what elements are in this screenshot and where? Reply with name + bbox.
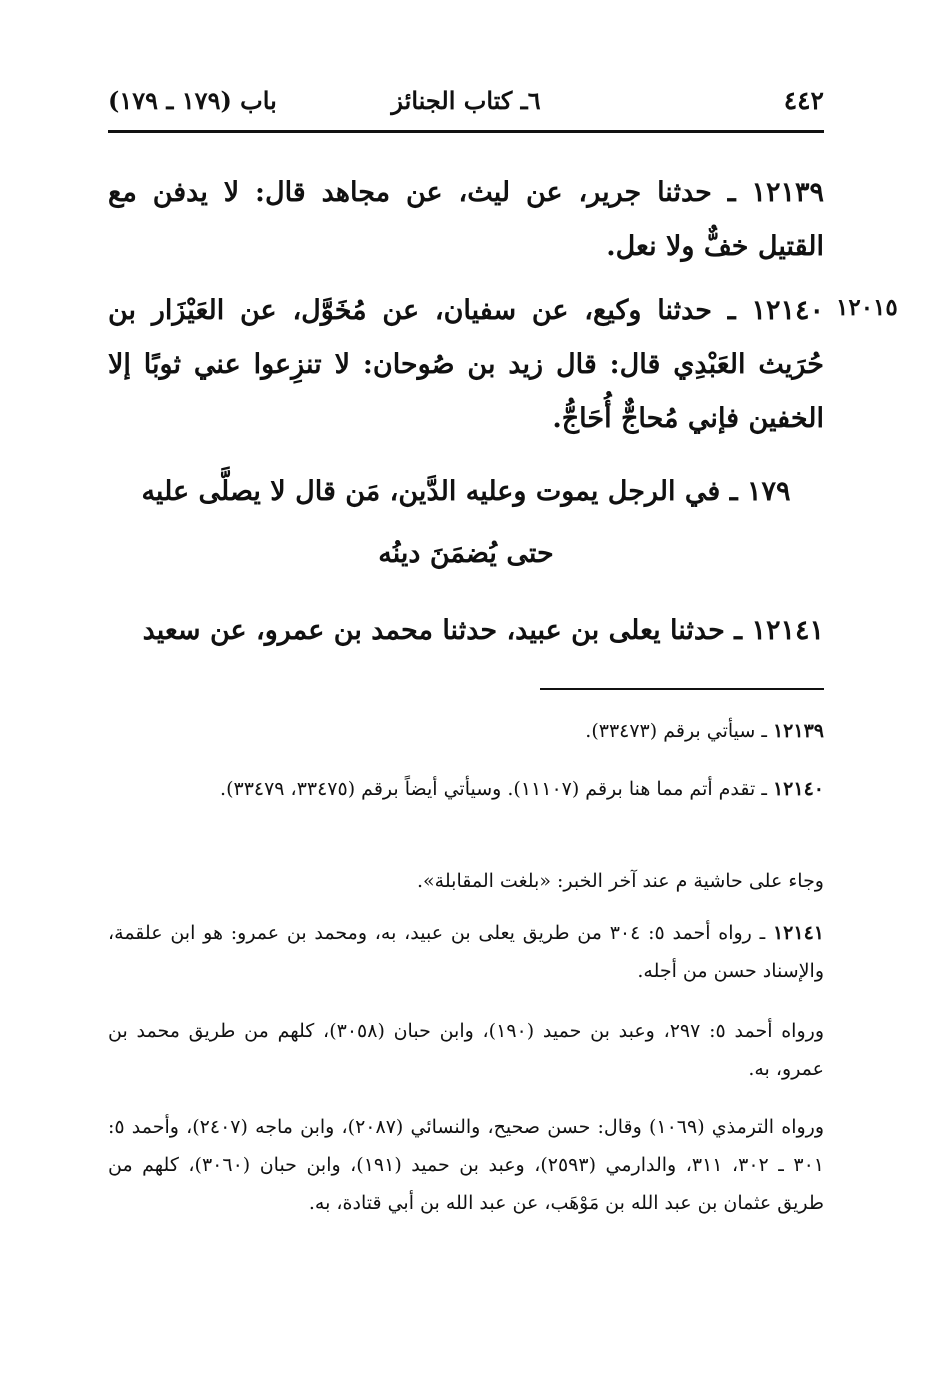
footnote-separator: [540, 688, 824, 690]
footnote: [108, 770, 824, 808]
hadith-text: ـ حدثنا وكيع، عن سفيان، عن مُخَوَّل، عن العَيْزَار بن حُرَيث العَبْدِي قال: قال زيد بن صُوحان: لا تنزِعوا عني ثوبًا إلا الخفين فإني مُحاجٌّ أُحَاجُّ.: [108, 295, 824, 434]
hadith-12140: [108, 284, 824, 446]
chapter-heading-line1: ١٧٩ ـ في الرجل يموت وعليه الدَّين، مَن قال لا يصلَّى عليه: [141, 476, 791, 507]
hadith-number: ١٢١٣٩: [751, 177, 824, 208]
footnote-number: ١٢١٤٠: [772, 778, 824, 800]
hadith-text: ـ حدثنا يعلى بن عبيد، حدثنا محمد بن عمرو، عن سعيد: [142, 615, 752, 646]
footnote-text: وجاء على حاشية م عند آخر الخبر: «بلغت المقابلة».: [417, 870, 824, 892]
page-number: ٤٤٢: [783, 86, 824, 115]
footnote-text: ـ تقدم أتم مما هنا برقم (١١١٠٧). وسيأتي أيضاً برقم (٣٣٤٧٥، ٣٣٤٧٩).: [220, 778, 773, 800]
hadith-text: ـ حدثنا جرير، عن ليث، عن مجاهد قال: لا يدفن مع القتيل خفٌّ ولا نعل.: [108, 177, 824, 262]
footnote-continuation: [108, 1108, 824, 1222]
footnote-continuation: [108, 1012, 824, 1088]
hadith-number: ١٢١٤١: [751, 615, 824, 646]
margin-number: ١٢٠١٥: [836, 294, 898, 321]
footnote: [108, 914, 824, 990]
footnote-text: ورواه الترمذي (١٠٦٩) وقال: حسن صحيح، والنسائي (٢٠٨٧)، وابن ماجه (٢٤٠٧)، وأحمد ٥: ٣٠١ ـ ٣٠٢، ٣١١، والدارمي (٢٥٩٣)، وعبد بن حميد (١٩١)، وابن حبان (٣٠٦٠)، كلهم من طريق عثمان بن عبد الله بن مَوْهَب، عن عبد الله بن أبي قتادة، به.: [108, 1116, 825, 1214]
running-header: [108, 86, 824, 126]
hadith-number: ١٢١٤٠: [751, 295, 824, 326]
footnote-text: ـ سيأتي برقم (٣٣٤٧٣).: [585, 720, 773, 742]
chapter-range: باب (١٧٩ ـ ١٧٩): [108, 86, 277, 115]
hadith-12139: [108, 166, 824, 274]
footnote-text: ـ رواه أحمد ٥: ٣٠٤ من طريق يعلى بن عبيد، به، ومحمد بن عمرو: هو ابن علقمة، والإسناد حسن من أجله.: [108, 922, 824, 982]
footnote: [108, 712, 824, 750]
hadith-12141: [108, 604, 824, 658]
footnote-number: ١٢١٤١: [772, 922, 824, 944]
header-rule: [108, 130, 824, 133]
footnote-number: ١٢١٣٩: [772, 720, 824, 742]
chapter-heading-line2: حتى يُضمَنَ دينُه: [378, 538, 554, 569]
footnote-text: ورواه أحمد ٥: ٢٩٧، وعبد بن حميد (١٩٠)، وابن حبان (٣٠٥٨)، كلهم من طريق محمد بن عمرو، به.: [108, 1020, 824, 1080]
footnote-note: [108, 862, 824, 900]
book-title: ٦ـ كتاب الجنائز: [391, 86, 541, 115]
